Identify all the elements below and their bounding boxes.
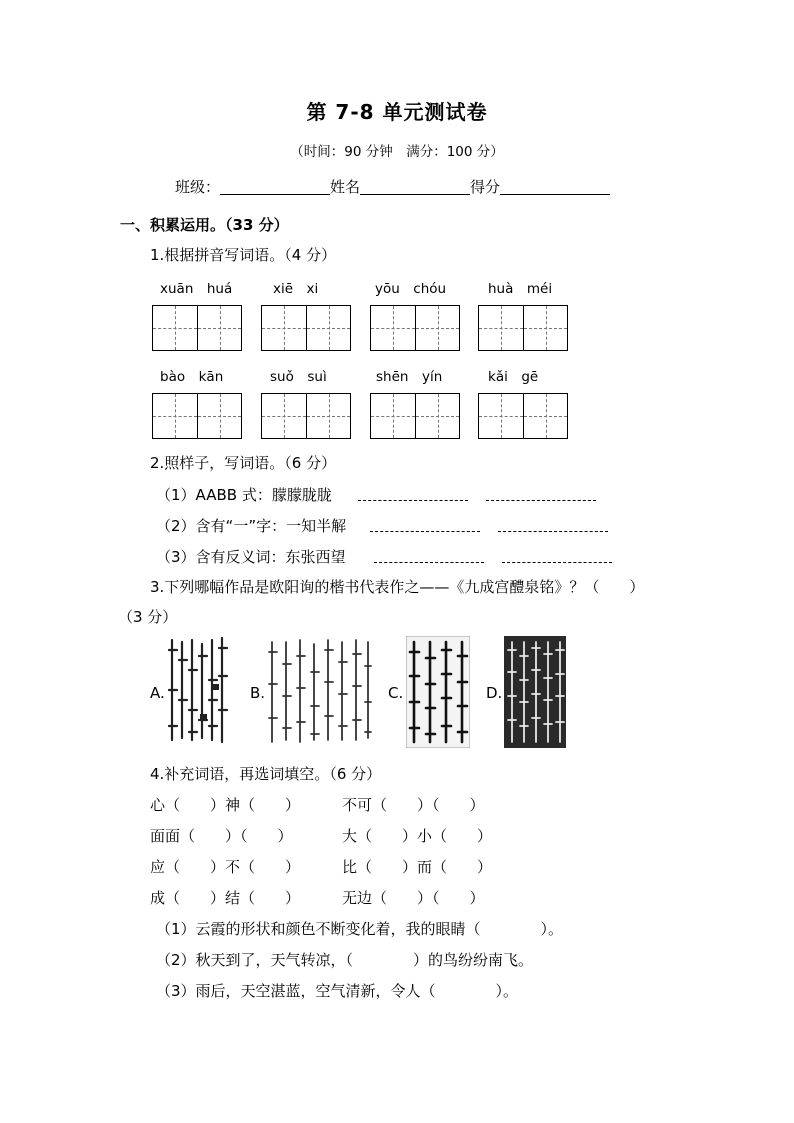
name-label: 姓名 xyxy=(330,178,361,196)
question-2-item xyxy=(156,546,612,567)
question-2-title: 2.照样子，写词语。（6 分） xyxy=(150,454,337,472)
page-title: 第 7-8 单元测试卷 xyxy=(306,100,488,124)
fill-sentence[interactable]: （2）秋天到了，天气转凉，（ ）的鸟纷纷南飞。 xyxy=(156,951,534,969)
pinyin: suǒ suì xyxy=(270,369,327,385)
pinyin: huà méi xyxy=(488,281,553,297)
question-3-score: （3 分） xyxy=(118,608,178,626)
section-title: 一、积累运用。（33 分） xyxy=(120,216,289,234)
idiom-blank[interactable]: 不可（ ）（ ） xyxy=(342,796,485,814)
question-4-title: 4.补充词语，再选词填空。（6 分） xyxy=(150,765,382,783)
answer-line[interactable] xyxy=(370,517,480,532)
calligraphy-image-b xyxy=(268,636,372,748)
tianzige-box[interactable] xyxy=(152,393,242,439)
idiom-blank[interactable]: 面面（ ）（ ） xyxy=(150,827,293,845)
fill-sentence[interactable]: （3）雨后，天空湛蓝，空气清新，令人（ ）。 xyxy=(156,982,519,1000)
question-1-title: 1.根据拼音写词语。（4 分） xyxy=(150,246,337,264)
calligraphy-image-c xyxy=(406,636,470,748)
tianzige-box[interactable] xyxy=(370,305,460,351)
pinyin: yōu chóu xyxy=(375,281,447,297)
question-3-title: 3.下列哪幅作品是欧阳询的楷书代表作之——《九成宫醴泉铭》？（ ） xyxy=(150,578,645,596)
answer-line[interactable] xyxy=(358,486,468,501)
question-2-item xyxy=(156,484,596,505)
item-text: （2）含有“一”字：一知半解 xyxy=(156,517,347,535)
option-d-label[interactable]: D. xyxy=(486,684,503,702)
pinyin: kǎi gē xyxy=(488,369,539,385)
pinyin: xiē xi xyxy=(273,281,319,297)
answer-line[interactable] xyxy=(486,486,596,501)
tianzige-box[interactable] xyxy=(261,393,351,439)
option-b-label[interactable]: B. xyxy=(250,684,266,702)
calligraphy-image-a xyxy=(168,636,232,748)
fill-sentence[interactable]: （1）云霞的形状和颜色不断变化着，我的眼睛（ ）。 xyxy=(156,920,564,938)
exam-time-score: （时间：90 分钟 满分：100 分） xyxy=(290,144,504,160)
answer-line[interactable] xyxy=(498,517,608,532)
question-2-item xyxy=(156,515,608,536)
idiom-blank[interactable]: 心（ ）神（ ） xyxy=(150,796,301,814)
item-text: （1）AABB 式：朦朦胧胧 xyxy=(156,486,332,504)
class-blank[interactable] xyxy=(220,178,330,195)
score-label: 得分 xyxy=(470,178,501,196)
option-a-label[interactable]: A. xyxy=(150,684,165,702)
calligraphy-image-d xyxy=(504,636,566,748)
idiom-blank[interactable]: 比（ ）而（ ） xyxy=(342,858,493,876)
tianzige-box[interactable] xyxy=(261,305,351,351)
answer-line[interactable] xyxy=(502,548,612,563)
score-blank[interactable] xyxy=(500,178,610,195)
idiom-blank[interactable]: 应（ ）不（ ） xyxy=(150,858,301,876)
pinyin: bào kān xyxy=(160,369,224,385)
tianzige-box[interactable] xyxy=(478,393,568,439)
pinyin: shēn yín xyxy=(376,369,443,385)
idiom-blank[interactable]: 无边（ ）（ ） xyxy=(342,889,485,907)
item-text: （3）含有反义词：东张西望 xyxy=(156,548,346,566)
idiom-blank[interactable]: 成（ ）结（ ） xyxy=(150,889,301,907)
student-info-line xyxy=(175,176,610,197)
name-blank[interactable] xyxy=(360,178,470,195)
class-label: 班级： xyxy=(175,178,221,196)
tianzige-box[interactable] xyxy=(152,305,242,351)
pinyin: xuān huá xyxy=(160,281,233,297)
tianzige-box[interactable] xyxy=(370,393,460,439)
option-c-label[interactable]: C. xyxy=(388,684,404,702)
tianzige-box[interactable] xyxy=(478,305,568,351)
idiom-blank[interactable]: 大（ ）小（ ） xyxy=(342,827,493,845)
answer-line[interactable] xyxy=(374,548,484,563)
